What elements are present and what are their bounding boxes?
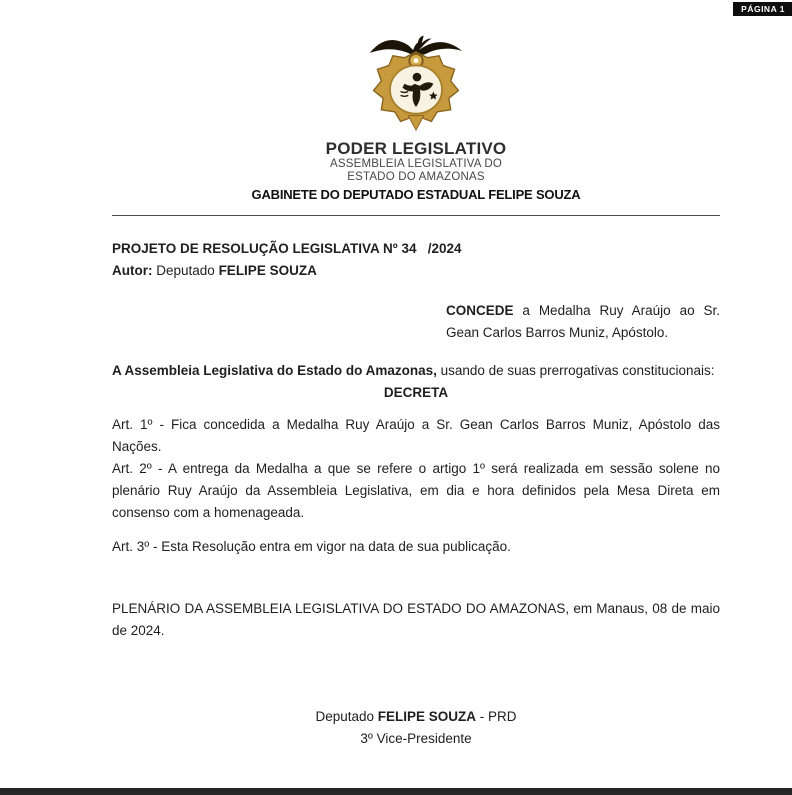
org-subtitle-line1: ASSEMBLEIA LEGISLATIVA DO — [329, 158, 503, 170]
author-line — [112, 260, 720, 282]
org-title: PODER LEGISLATIVO — [325, 139, 507, 158]
articles — [112, 414, 720, 558]
signature-block — [112, 706, 720, 750]
org-subtitle-line2: ESTADO DO AMAZONAS — [347, 171, 485, 183]
article-1: Art. 1º - Fica concedida a Medalha Ruy Araújo a Sr. Gean Carlos Barros Muniz, Apóstolo das Nações. — [112, 417, 720, 454]
signature-name: FELIPE SOUZA — [377, 709, 477, 724]
article-2: Art. 2º - A entrega da Medalha a que se refere o artigo 1º será realizada em sessão solene no plenário Ruy Araújo da Assembleia Legislativa, em dia e hora definidos pela Mesa Direta em consenso com a homenageada. — [112, 461, 720, 520]
signature-line — [112, 706, 720, 728]
preamble-rest: usando de suas prerrogativas constitucionais: — [436, 363, 715, 378]
preamble — [112, 360, 720, 382]
preamble-bold: A Assembleia Legislativa do Estado do Amazonas, — [112, 363, 437, 378]
legislative-coat-of-arms-icon — [357, 24, 475, 137]
office-line: GABINETE DO DEPUTADO ESTADUAL FELIPE SOUZA — [251, 187, 581, 202]
closing-paragraph: PLENÁRIO DA ASSEMBLEIA LEGISLATIVA DO ESTADO DO AMAZONAS, em Manaus, 08 de maio de 2024. — [112, 601, 720, 638]
signature-suffix: - PRD — [476, 709, 517, 724]
ementa-keyword: CONCEDE — [446, 303, 514, 318]
bottom-border-bar — [0, 788, 792, 795]
signature-prefix: Deputado — [315, 709, 378, 724]
ementa-block — [446, 300, 720, 344]
author-label: Autor: — [112, 263, 153, 278]
article-3: Art. 3º - Esta Resolução entra em vigor na data de sua publicação. — [112, 539, 511, 554]
document-title: PROJETO DE RESOLUÇÃO LEGISLATIVA Nº 34 /2024 — [112, 241, 462, 256]
document-body — [112, 238, 720, 750]
letterhead — [112, 0, 720, 216]
author-name: FELIPE SOUZA — [218, 263, 317, 278]
header-divider — [112, 215, 720, 216]
page-number-badge: PÁGINA 1 — [733, 2, 792, 16]
author-middle: Deputado — [152, 263, 219, 278]
decree-word: DECRETA — [383, 385, 449, 400]
signature-role: 3º Vice-Presidente — [360, 731, 472, 746]
ementa-text: a Medalha Ruy Araújo ao Sr. Gean Carlos Barros Muniz, Apóstolo. — [446, 303, 720, 340]
